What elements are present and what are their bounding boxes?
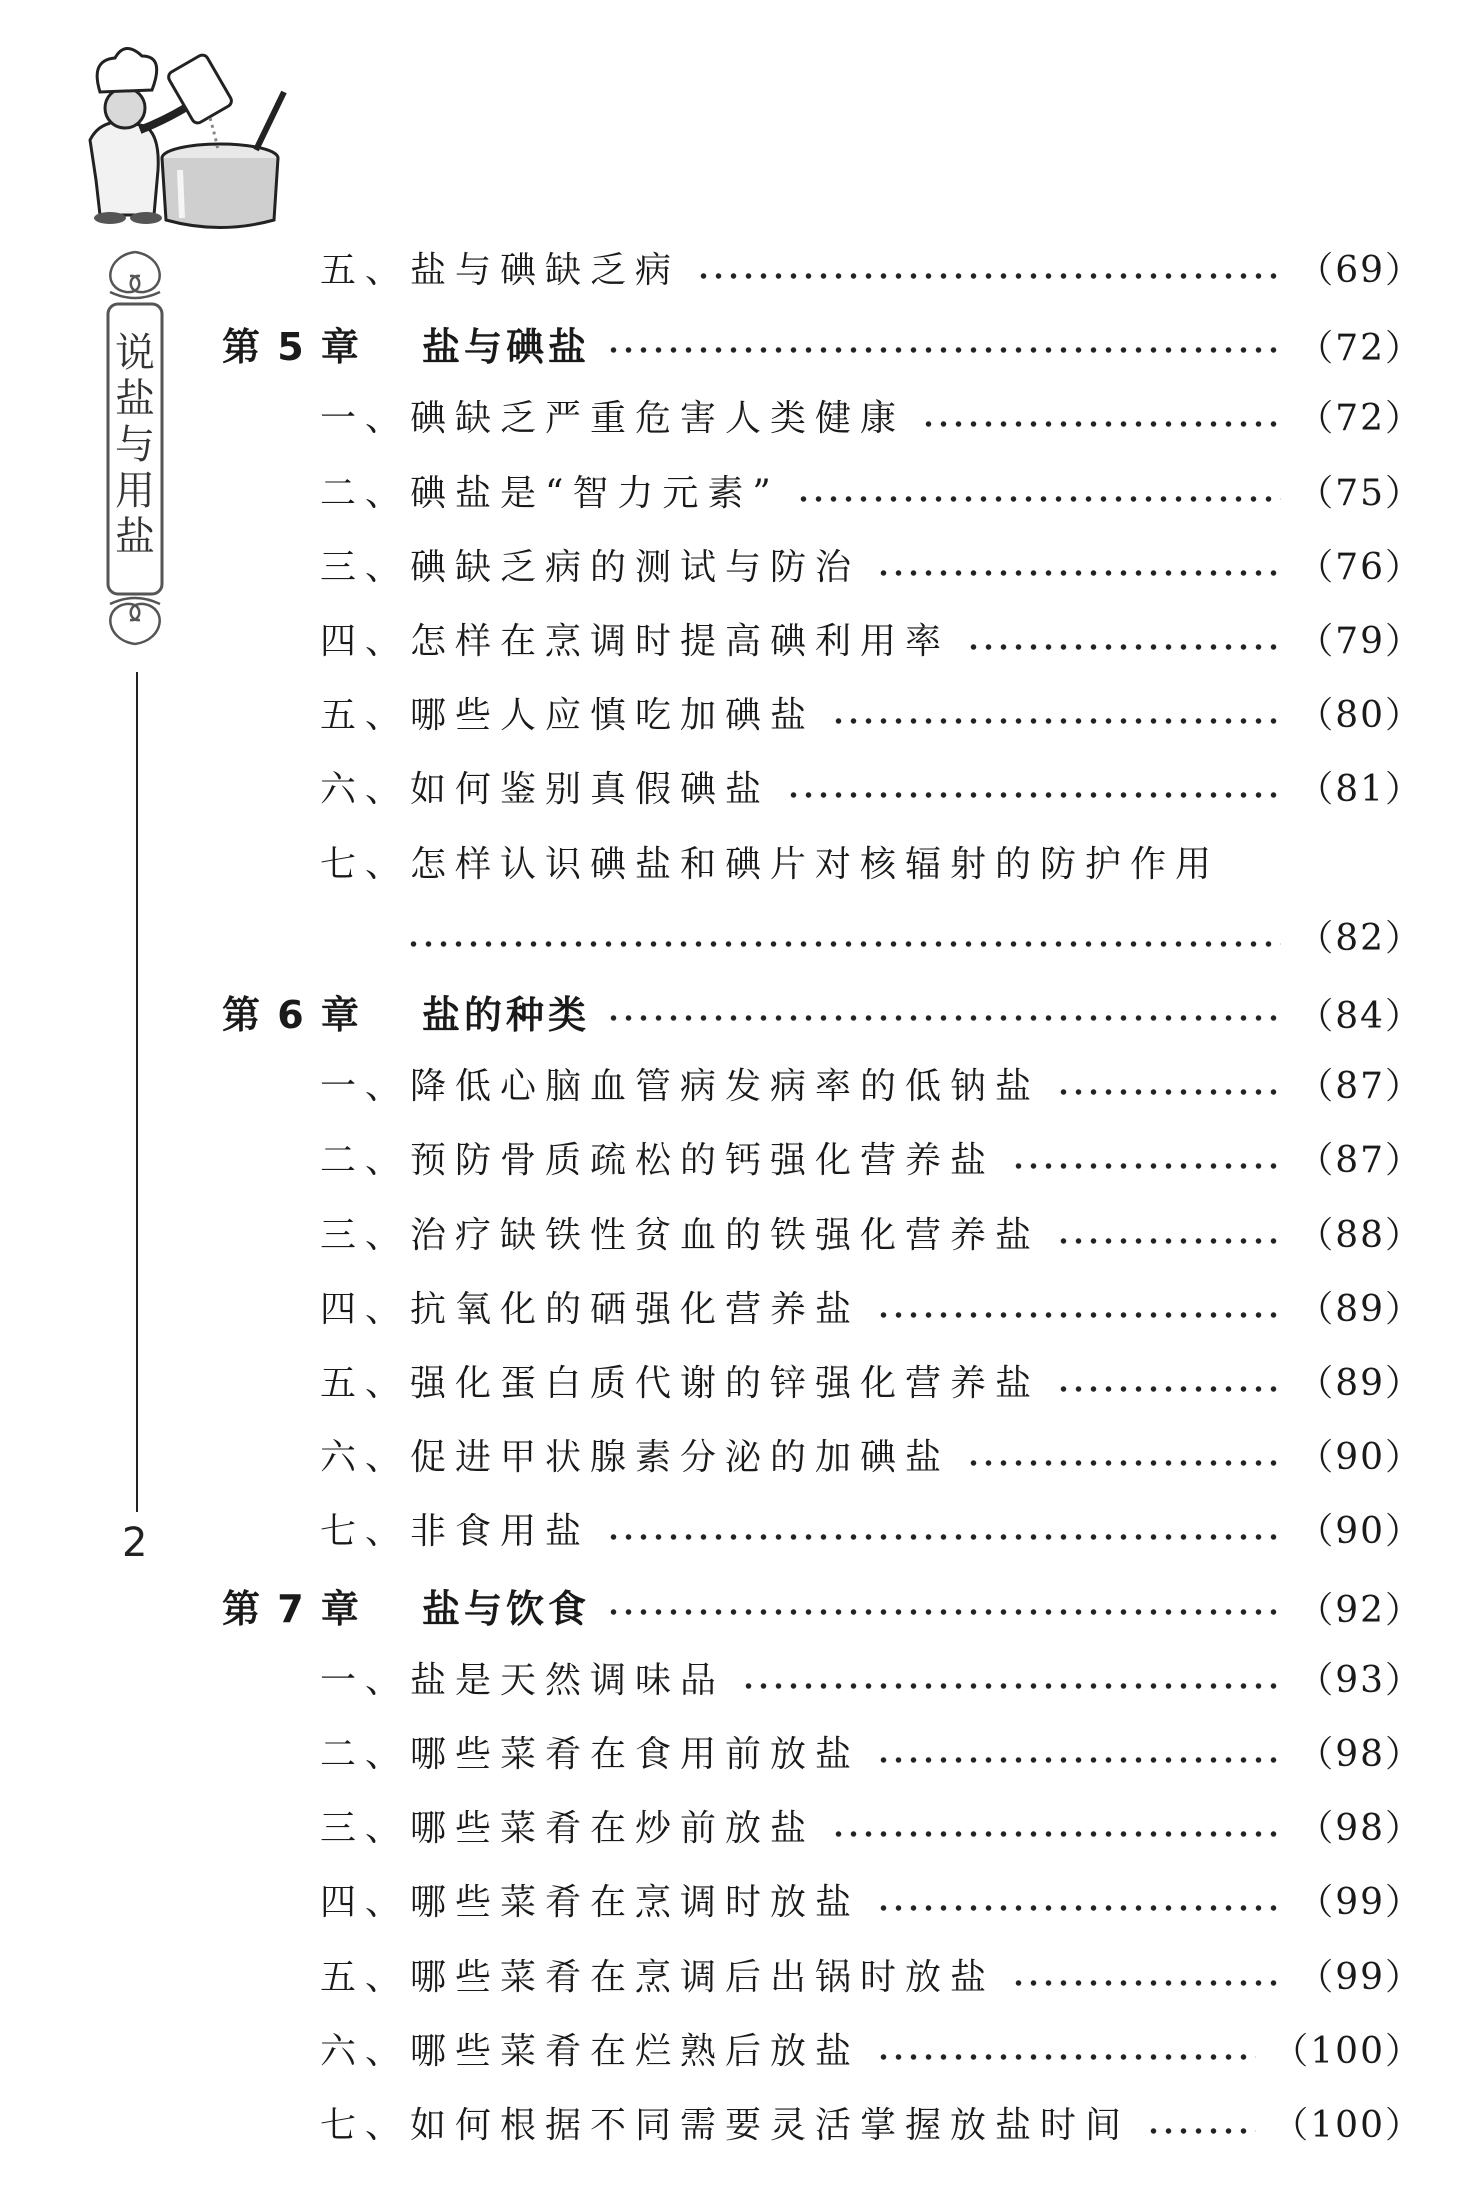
toc-section-row[interactable]	[320, 1726, 1423, 1786]
toc-section-row[interactable]	[320, 1652, 1423, 1712]
dot-leader	[606, 1013, 1281, 1023]
page-ref: （84）	[1297, 996, 1423, 1037]
toc-continuation-row[interactable]	[406, 910, 1423, 970]
dot-leader	[1011, 1161, 1281, 1171]
page-ref: （98）	[1297, 1808, 1423, 1850]
section-title: 四、哪些菜肴在烹调时放盐	[320, 1882, 861, 1924]
dot-leader	[876, 1903, 1281, 1913]
section-title: 七、如何根据不同需要灵活掌握放盐时间	[320, 2105, 1131, 2146]
dot-leader	[831, 1829, 1281, 1839]
dot-leader	[876, 1755, 1281, 1765]
dot-leader	[876, 568, 1281, 578]
dot-leader	[1056, 1087, 1281, 1097]
chapter-number: 第 5 章	[222, 325, 361, 370]
toc-section-row[interactable]	[320, 2097, 1423, 2157]
dot-leader	[1056, 1384, 1281, 1394]
toc-section-row[interactable]	[320, 1132, 1423, 1192]
page-ref: （76）	[1297, 546, 1423, 588]
toc-section-row[interactable]	[320, 836, 1423, 896]
toc-section-row[interactable]	[320, 1874, 1423, 1934]
section-title: 一、碘缺乏严重危害人类健康	[320, 398, 906, 440]
dot-leader	[1056, 1236, 1281, 1246]
page-ref: （90）	[1297, 1437, 1423, 1479]
page-ref: （98）	[1297, 1734, 1423, 1775]
toc-section-row[interactable]	[320, 539, 1423, 599]
dot-leader	[606, 1607, 1281, 1617]
toc-section-row[interactable]	[320, 1207, 1423, 1267]
dot-leader	[876, 2052, 1256, 2062]
page-ref: （90）	[1297, 1511, 1423, 1553]
toc-chapter-row[interactable]	[222, 316, 1423, 376]
section-title: 四、怎样在烹调时提高碘利用率	[320, 621, 951, 662]
chapter-number: 第 6 章	[222, 993, 361, 1037]
chapter-title: 盐的种类	[422, 993, 591, 1037]
toc-chapter-row[interactable]	[222, 1578, 1423, 1638]
toc-section-row[interactable]	[320, 1281, 1423, 1341]
page-ref: （72）	[1297, 328, 1423, 370]
page-ref: （93）	[1297, 1659, 1423, 1701]
toc-section-row[interactable]	[320, 761, 1423, 821]
dot-leader	[921, 419, 1281, 429]
dot-leader	[966, 1458, 1281, 1468]
book-title-char: 用	[115, 468, 155, 514]
margin-rule	[136, 672, 138, 1512]
section-title: 六、哪些菜肴在烂熟后放盐	[320, 2030, 861, 2072]
dot-leader	[876, 1310, 1281, 1320]
toc-section-row[interactable]	[320, 613, 1423, 673]
section-title: 三、哪些菜肴在炒前放盐	[320, 1808, 816, 1850]
page-ref: （89）	[1297, 1288, 1423, 1330]
chapter-number: 第 7 章	[222, 1586, 361, 1631]
section-title: 五、盐与碘缺乏病	[320, 250, 681, 291]
dot-leader	[1011, 1978, 1281, 1988]
page-ref: （100）	[1272, 2105, 1423, 2146]
dot-leader	[831, 716, 1281, 726]
book-title-char: 盐	[115, 376, 155, 422]
toc-section-row[interactable]	[320, 390, 1423, 450]
page-ref: （88）	[1297, 1214, 1423, 1256]
page-ref: （99）	[1297, 1882, 1423, 1924]
toc-section-row[interactable]	[320, 465, 1423, 525]
chapter-title: 盐与碘盐	[422, 325, 591, 370]
section-title: 二、预防骨质疏松的钙强化营养盐	[320, 1140, 996, 1182]
dot-leader	[606, 345, 1281, 355]
dot-leader	[406, 939, 1281, 949]
book-title-vertical	[110, 330, 160, 560]
page-ref: （69）	[1297, 250, 1423, 291]
chef-illustration	[70, 30, 300, 230]
section-title: 六、如何鉴别真假碘盐	[320, 769, 771, 811]
toc-section-row[interactable]	[320, 242, 1423, 302]
section-title: 五、强化蛋白质代谢的锌强化营养盐	[320, 1363, 1041, 1404]
toc-section-row[interactable]	[320, 2023, 1423, 2083]
page-ref: （89）	[1297, 1363, 1423, 1404]
toc-chapter-row[interactable]	[222, 984, 1423, 1044]
dot-leader	[966, 642, 1281, 652]
toc-section-row[interactable]	[320, 1429, 1423, 1489]
toc-section-row[interactable]	[320, 1503, 1423, 1563]
section-title: 四、抗氧化的硒强化营养盐	[320, 1288, 861, 1330]
chapter-title: 盐与饮食	[422, 1586, 591, 1631]
dot-leader	[796, 494, 1281, 504]
toc-section-row[interactable]	[320, 1800, 1423, 1860]
section-title: 五、哪些人应慎吃加碘盐	[320, 695, 816, 737]
dot-leader	[696, 271, 1281, 281]
toc-section-row[interactable]	[320, 1355, 1423, 1415]
section-title: 五、哪些菜肴在烹调后出锅时放盐	[320, 1956, 996, 1998]
page-ref: （81）	[1297, 769, 1423, 811]
page-ref: （87）	[1297, 1066, 1423, 1108]
dot-leader	[741, 1681, 1281, 1691]
book-title-char: 说	[115, 330, 155, 376]
book-title-char: 盐	[115, 514, 155, 560]
page-ref: （82）	[1297, 917, 1423, 959]
section-title: 六、促进甲状腺素分泌的加碘盐	[320, 1437, 951, 1479]
section-title: 七、怎样认识碘盐和碘片对核辐射的防护作用	[320, 843, 1221, 885]
toc-section-row[interactable]	[320, 687, 1423, 747]
section-title: 三、治疗缺铁性贫血的铁强化营养盐	[320, 1214, 1041, 1256]
page-number: 2	[122, 1520, 148, 1566]
section-title: 一、盐是天然调味品	[320, 1659, 726, 1701]
section-title: 三、碘缺乏病的测试与防治	[320, 546, 861, 588]
dot-leader	[1146, 2126, 1256, 2136]
page-ref: （80）	[1297, 695, 1423, 737]
dot-leader	[786, 790, 1281, 800]
section-title: 一、降低心脑血管病发病率的低钠盐	[320, 1066, 1041, 1108]
section-title: 二、哪些菜肴在食用前放盐	[320, 1734, 861, 1775]
page-ref: （72）	[1297, 398, 1423, 440]
page-ref: （99）	[1297, 1956, 1423, 1998]
dot-leader	[606, 1532, 1281, 1542]
section-title: 七、非食用盐	[320, 1511, 591, 1553]
page-ref: （75）	[1297, 472, 1423, 514]
page-ref: （92）	[1297, 1589, 1423, 1631]
page-ref: （79）	[1297, 621, 1423, 662]
page-ref: （87）	[1297, 1140, 1423, 1182]
toc-section-row[interactable]	[320, 1058, 1423, 1118]
book-title-char: 与	[115, 422, 155, 468]
section-title: 二、碘盐是“智力元素”	[320, 472, 780, 514]
page-ref: （100）	[1272, 2030, 1423, 2072]
toc-section-row[interactable]	[320, 1949, 1423, 2009]
